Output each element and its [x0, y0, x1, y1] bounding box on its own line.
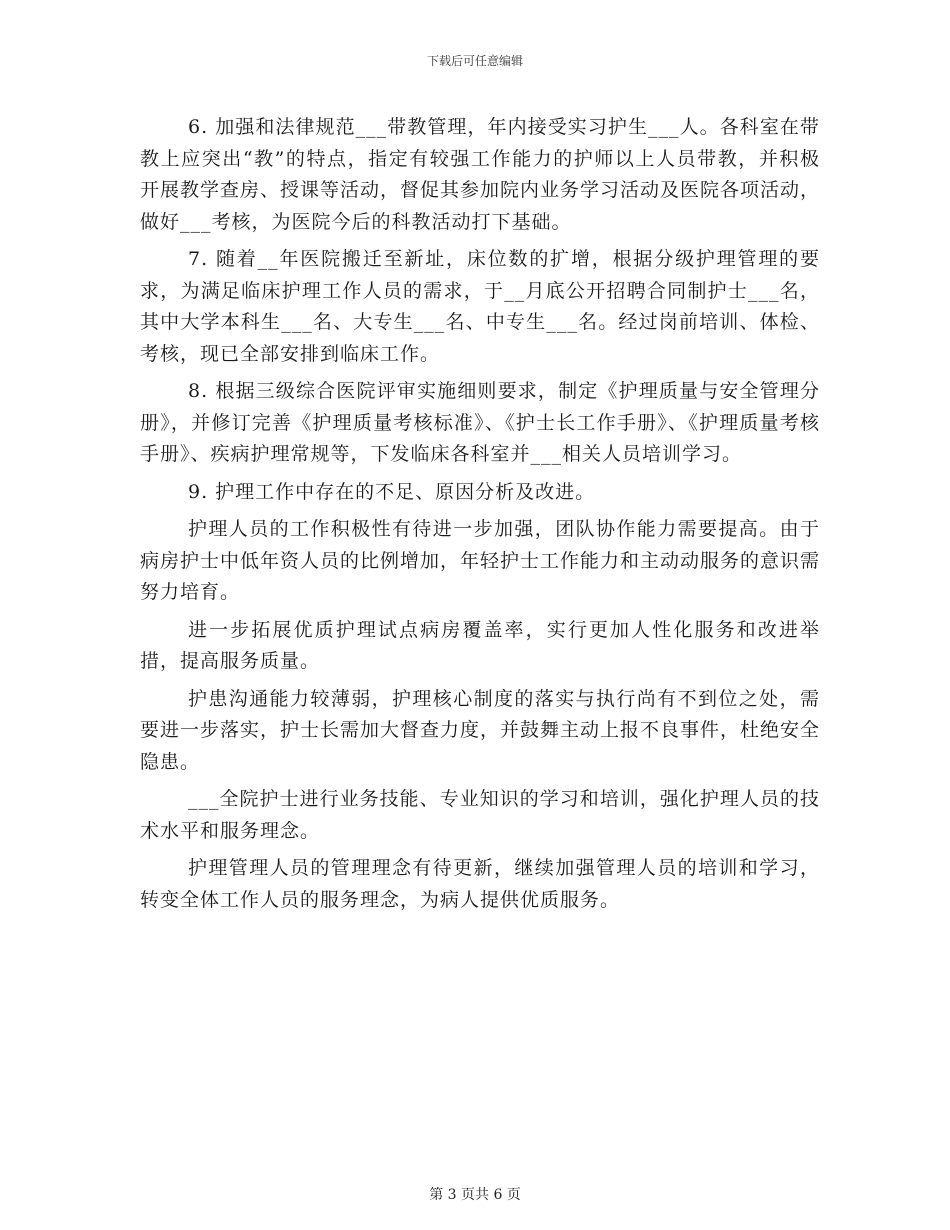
paragraph-team-work: 护理人员的工作积极性有待进一步加强，团队协作能力需要提高。由于病房护士中低年资人员的比例增加，年轻护士工作能力和主动动服务的意识需努力培育。	[140, 518, 821, 603]
paragraph-item-7: 7. 随着__年医院搬迁至新址，床位数的扩增，根据分级护理管理的要求，为满足临床护理工作人员的需求，于__月底公开招聘合同制护士___名，其中大学本科生___名、大专生___名、中专生___名。经过岗前培训、体检、考核，现已全部安排到临床工作。	[140, 248, 820, 365]
document-body	[140, 112, 820, 916]
paragraph-item-6: 6. 加强和法律规范___带教管理，年内接受实习护生___人。各科室在带教上应突出“教”的特点，指定有较强工作能力的护师以上人员带教，并积极开展教学查房、授课等活动，督促其参加院内业务学习活动及医院各项活动，做好___考核，为医院今后的科教活动打下基础。	[140, 116, 821, 233]
paragraph-item-8: 8. 根据三级综合医院评审实施细则要求，制定《护理质量与安全管理分册》，并修订完善《护理质量考核标准》、《护士长工作手册》、《护理质量考核手册》、疾病护理常规等，下发临床各科室并___相关人员培训学习。	[140, 380, 820, 465]
paragraph-quality-care: 进一步拓展优质护理试点病房覆盖率，实行更加人性化服务和改进举措，提高服务质量。	[140, 618, 820, 672]
paragraph-communication: 护患沟通能力较薄弱，护理核心制度的落实与执行尚有不到位之处，需要进一步落实，护士长需加大督查力度，并鼓舞主动上报不良事件，杜绝安全隐患。	[140, 687, 821, 773]
page-number: 第 3 页共 6 页	[429, 1187, 521, 1203]
paragraph-training: ___全院护士进行业务技能、专业知识的学习和培训，强化护理人员的技术水平和服务理念。	[140, 788, 820, 842]
paragraph-item-9: 9. 护理工作中存在的不足、原因分析及改进。	[188, 480, 596, 503]
page-header: 下载后可任意编辑	[426, 54, 523, 68]
paragraph-management: 护理管理人员的管理理念有待更新，继续加强管理人员的培训和学习，转变全体工作人员的服务理念，为病人提供优质服务。	[140, 857, 820, 911]
